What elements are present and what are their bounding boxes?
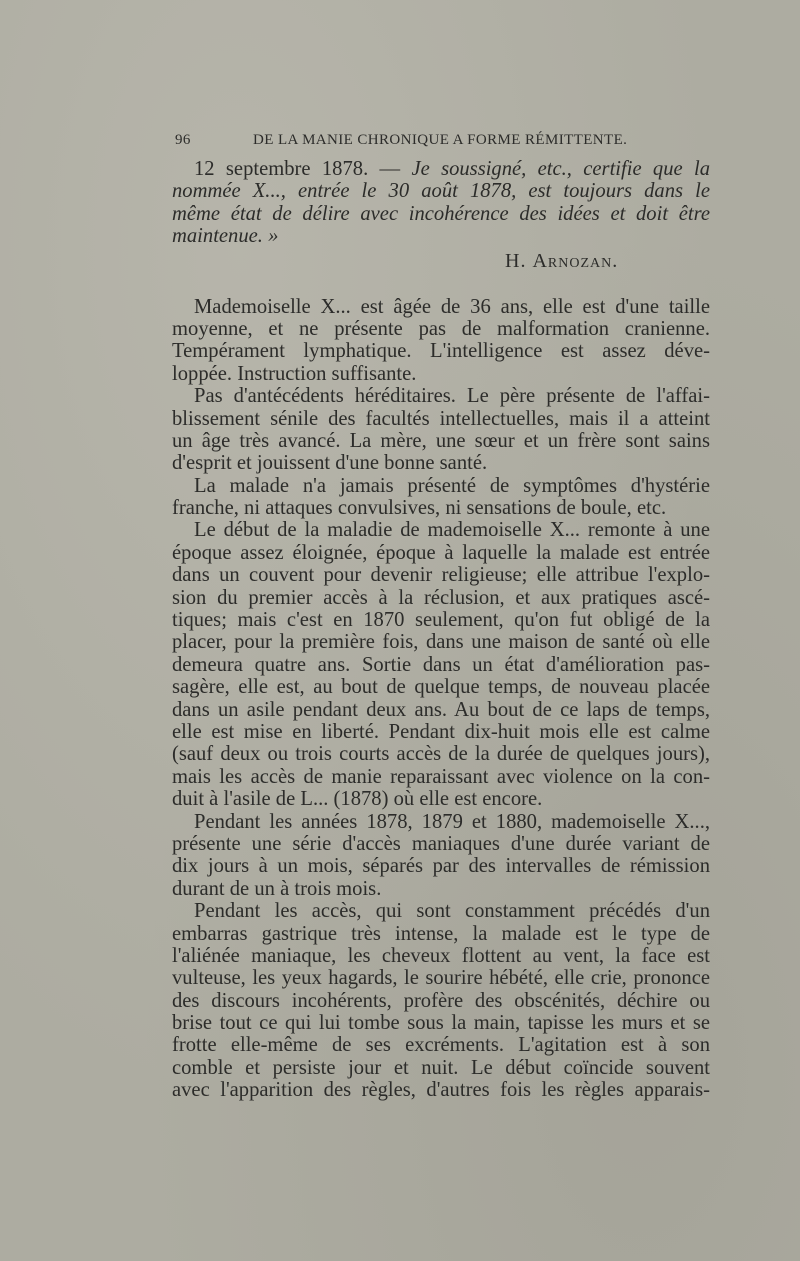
body-line: dans un couvent pour devenir religieuse; elle attribue l'explo- [172, 564, 710, 587]
body-line: sagère, elle est, au bout de quelque temps, de nouveau placée [172, 676, 710, 699]
body-line: Tempérament lymphatique. L'intelligence est assez déve- [172, 340, 710, 363]
page-number: 96 [175, 132, 191, 148]
body-line: un âge très avancé. La mère, une sœur et un frère sont sains [172, 429, 710, 452]
signature-name: Arnozan. [532, 250, 619, 272]
body-line: dix jours à un mois, séparés par des intervalles de rémission [172, 855, 710, 878]
body-line: Pendant les années 1878, 1879 et 1880, mademoiselle X..., [194, 810, 710, 833]
body-line: avec l'apparition des règles, d'autres fois les règles apparais- [172, 1079, 710, 1102]
body-line: l'aliénée maniaque, les cheveux flottent au vent, la face est [172, 944, 710, 967]
body-line: embarras gastrique très intense, la malade est le type de [172, 922, 710, 945]
body-line: franche, ni attaques convulsives, ni sensations de boule, etc. [172, 497, 667, 520]
signature-spacer [172, 248, 710, 296]
body-line: d'esprit et jouissent d'une bonne santé. [172, 452, 488, 475]
body-line: vulteuse, les yeux hagards, le sourire hébété, elle crie, prononce [172, 967, 710, 990]
running-title: DE LA MANIE CHRONIQUE A FORME RÉMITTENTE. [253, 132, 628, 148]
body-line: époque assez éloignée, époque à laquelle la malade est entrée [172, 541, 710, 564]
body-line: blissement sénile des facultés intellectuelles, mais il a atteint [172, 407, 710, 430]
certificate-line: nommée X..., entrée le 30 août 1878, est toujours dans le [172, 180, 710, 203]
body-line: (sauf deux ou trois courts accès de la durée de quelques jours), [172, 743, 710, 766]
body-line: des discours incohérents, profère des obscénités, déchire ou [172, 989, 710, 1012]
body-line: Mademoiselle X... est âgée de 36 ans, elle est d'une taille [194, 295, 710, 318]
body-line: Pendant les accès, qui sont constamment précédés d'un [194, 900, 710, 923]
body-line: demeura quatre ans. Sortie dans un état d'amélioration pas- [172, 653, 710, 676]
certificate-line: maintenue. » [172, 225, 279, 248]
body-line: elle est mise en liberté. Pendant dix-huit mois elle est calme [172, 720, 710, 743]
body-line: comble et persiste jour et nuit. Le début coïncide souvent [172, 1056, 710, 1079]
page-header [175, 132, 715, 152]
page-text [172, 158, 710, 1102]
body-line: tiques; mais c'est en 1870 seulement, qu'on fut obligé de la [172, 609, 710, 632]
body-line: sion du premier accès à la réclusion, et aux pratiques ascé- [172, 586, 710, 609]
certificate-line: même état de délire avec incohérence des idées et doit être [172, 202, 710, 225]
body-line: loppée. Instruction suffisante. [172, 362, 417, 385]
body-line: Le début de la maladie de mademoiselle X... remonte à une [194, 519, 710, 542]
body-line: brise tout ce qui lui tombe sous la main, tapisse les murs et se [172, 1012, 710, 1035]
body-line: dans un asile pendant deux ans. Au bout de ce laps de temps, [172, 698, 710, 721]
body-line: moyenne, et ne présente pas de malformation cranienne. [172, 317, 710, 340]
body-line: Pas d'antécédents héréditaires. Le père présente de l'affai- [194, 385, 710, 408]
body-line: frotte elle-même de ses excréments. L'agitation est à son [172, 1034, 710, 1057]
body-line: présente une série d'accès maniaques d'une durée variant de [172, 832, 710, 855]
signature [505, 250, 618, 273]
body-line: La malade n'a jamais présenté de symptômes d'hystérie [194, 474, 710, 497]
body-line: durant de un à trois mois. [172, 877, 382, 900]
body-line: placer, pour la première fois, dans une maison de santé où elle [172, 631, 710, 654]
certificate-line: 12 septembre 1878. — Je soussigné, etc., certifie que la [194, 158, 711, 180]
body-line: duit à l'asile de L... (1878) où elle est encore. [172, 788, 543, 811]
signature-initial: H. [505, 250, 533, 272]
body-line: mais les accès de manie reparaissant avec violence on la con- [172, 765, 710, 788]
